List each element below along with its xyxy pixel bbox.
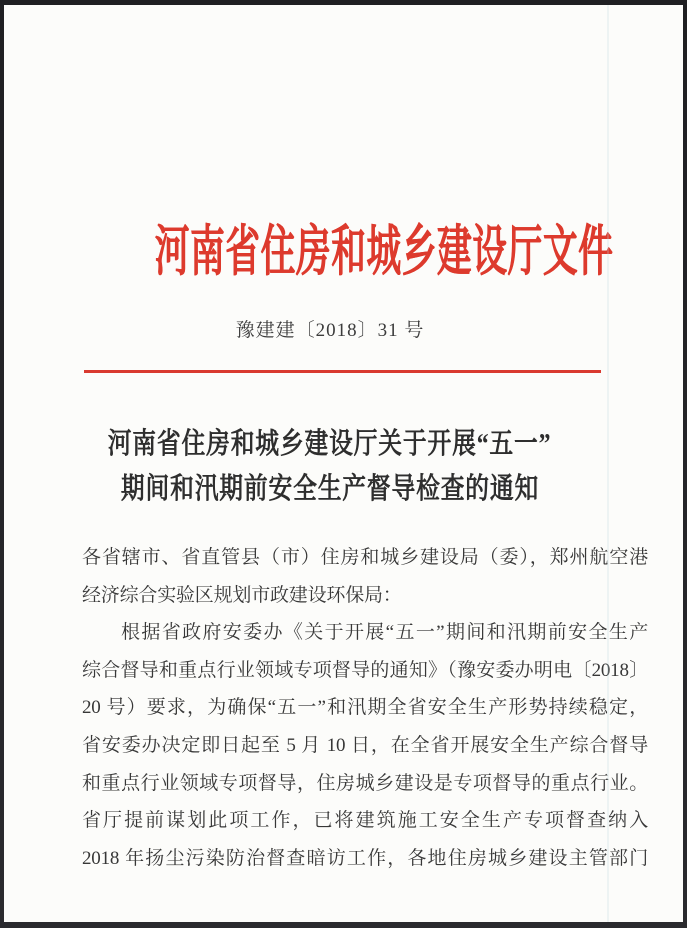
body-line: 省厅提前谋划此项工作，已将建筑施工安全生产专项督查纳入 — [82, 810, 648, 832]
body-line: 20 号）要求，为确保“五一”和汛期全省安全生产形势持续稳定， — [82, 697, 648, 719]
recipient-line-1: 各省辖市、省直管县（市）住房和城乡建设局（委），郑州航空港 — [82, 547, 648, 568]
red-separator-line — [84, 370, 601, 373]
document-page — [4, 5, 683, 922]
body-line: 省安委办决定即日起至 5 月 10 日，在全省开展安全生产综合督导 — [82, 734, 648, 756]
body-line: 和重点行业领域专项督导，住房城乡建设是专项督导的重点行业。 — [82, 772, 648, 794]
recipient-line-2: 经济综合实验区规划市政建设环保局： — [82, 584, 402, 606]
notice-title-line1: 河南省住房和城乡建设厅关于开展“五一” — [108, 428, 552, 460]
letterhead-title — [20, 220, 634, 284]
doc-number: 豫建建〔2018〕31 号 — [235, 320, 425, 341]
body-line: 2018 年扬尘污染防治督查暗访工作，各地住房城乡建设主管部门 — [82, 847, 648, 869]
body-text — [82, 539, 648, 877]
notice-title-line2: 期间和汛期前安全生产督导检查的通知 — [120, 473, 540, 505]
letterhead-title-text: 河南省住房和城乡建设厅文件 — [154, 221, 614, 282]
body-line: 综合督导和重点行业领域专项督导的通知》（豫安委办明电〔2018〕 — [82, 659, 648, 681]
notice-title — [20, 422, 640, 512]
body-line: 根据省政府安委办《关于开展“五一”期间和汛期前安全生产 — [121, 622, 648, 644]
